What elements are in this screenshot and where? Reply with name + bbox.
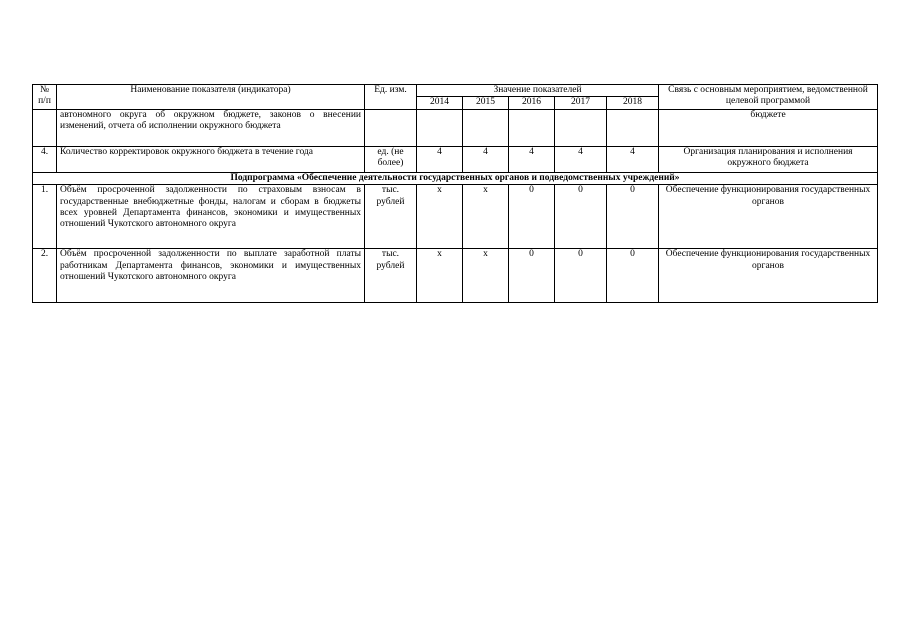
row-value bbox=[555, 109, 607, 146]
row-value: х bbox=[417, 249, 463, 303]
row-name: Количество корректировок окружного бюджета в течение года bbox=[57, 146, 365, 172]
header-link: Связь с основным мероприятием, ведомственной целевой программой bbox=[659, 85, 878, 110]
header-year: 2015 bbox=[463, 97, 509, 109]
header-year: 2016 bbox=[509, 97, 555, 109]
row-value bbox=[607, 109, 659, 146]
header-unit: Ед. изм. bbox=[365, 85, 417, 110]
row-link: Организация планирования и исполнения окружного бюджета bbox=[659, 146, 878, 172]
row-value bbox=[417, 109, 463, 146]
row-link: Обеспечение функционирования государственных органов bbox=[659, 185, 878, 249]
header-row bbox=[33, 85, 878, 97]
subprogram-title: Подпрограмма «Обеспечение деятельности государственных органов и подведомственных учреждений» bbox=[33, 172, 878, 184]
row-num: 2. bbox=[33, 249, 57, 303]
row-value bbox=[509, 109, 555, 146]
indicators-table bbox=[32, 84, 878, 303]
subprogram-row bbox=[33, 172, 878, 184]
row-value: 0 bbox=[555, 185, 607, 249]
row-num: 4. bbox=[33, 146, 57, 172]
header-name: Наименование показателя (индикатора) bbox=[57, 85, 365, 110]
row-value: 4 bbox=[555, 146, 607, 172]
header-year: 2018 bbox=[607, 97, 659, 109]
row-value: х bbox=[417, 185, 463, 249]
table-row bbox=[33, 185, 878, 249]
row-name: Объём просроченной задолженности по выплате заработной платы работникам Департамента финансов, экономики и имущественных отношений Чукотского автономного округа bbox=[57, 249, 365, 303]
document-page bbox=[32, 84, 877, 303]
row-unit: ед. (не более) bbox=[365, 146, 417, 172]
row-value: 4 bbox=[607, 146, 659, 172]
row-value: 0 bbox=[509, 249, 555, 303]
header-values-group: Значение показателей bbox=[417, 85, 659, 97]
row-value: 0 bbox=[509, 185, 555, 249]
row-value: 4 bbox=[417, 146, 463, 172]
row-num: 1. bbox=[33, 185, 57, 249]
table-row bbox=[33, 249, 878, 303]
row-name: автономного округа об окружном бюджете, законов о внесении изменений, отчета об исполнении окружного бюджета bbox=[57, 109, 365, 146]
header-year: 2014 bbox=[417, 97, 463, 109]
row-num bbox=[33, 109, 57, 146]
row-value: х bbox=[463, 185, 509, 249]
row-value: 0 bbox=[607, 185, 659, 249]
row-value: 4 bbox=[463, 146, 509, 172]
row-unit bbox=[365, 109, 417, 146]
header-year: 2017 bbox=[555, 97, 607, 109]
table-row bbox=[33, 146, 878, 172]
row-link: бюджете bbox=[659, 109, 878, 146]
row-value: х bbox=[463, 249, 509, 303]
row-name: Объём просроченной задолженности по страховым взносам в государственные внебюджетные фонды, налогам и сборам в бюджеты всех уровней Департамента финансов, экономики и имущественных отношений Чукотского автономного округа bbox=[57, 185, 365, 249]
row-unit: тыс. рублей bbox=[365, 185, 417, 249]
row-value bbox=[463, 109, 509, 146]
table-row bbox=[33, 109, 878, 146]
header-num: № п/п bbox=[33, 85, 57, 110]
row-unit: тыс. рублей bbox=[365, 249, 417, 303]
row-value: 0 bbox=[555, 249, 607, 303]
row-value: 0 bbox=[607, 249, 659, 303]
row-link: Обеспечение функционирования государственных органов bbox=[659, 249, 878, 303]
row-value: 4 bbox=[509, 146, 555, 172]
